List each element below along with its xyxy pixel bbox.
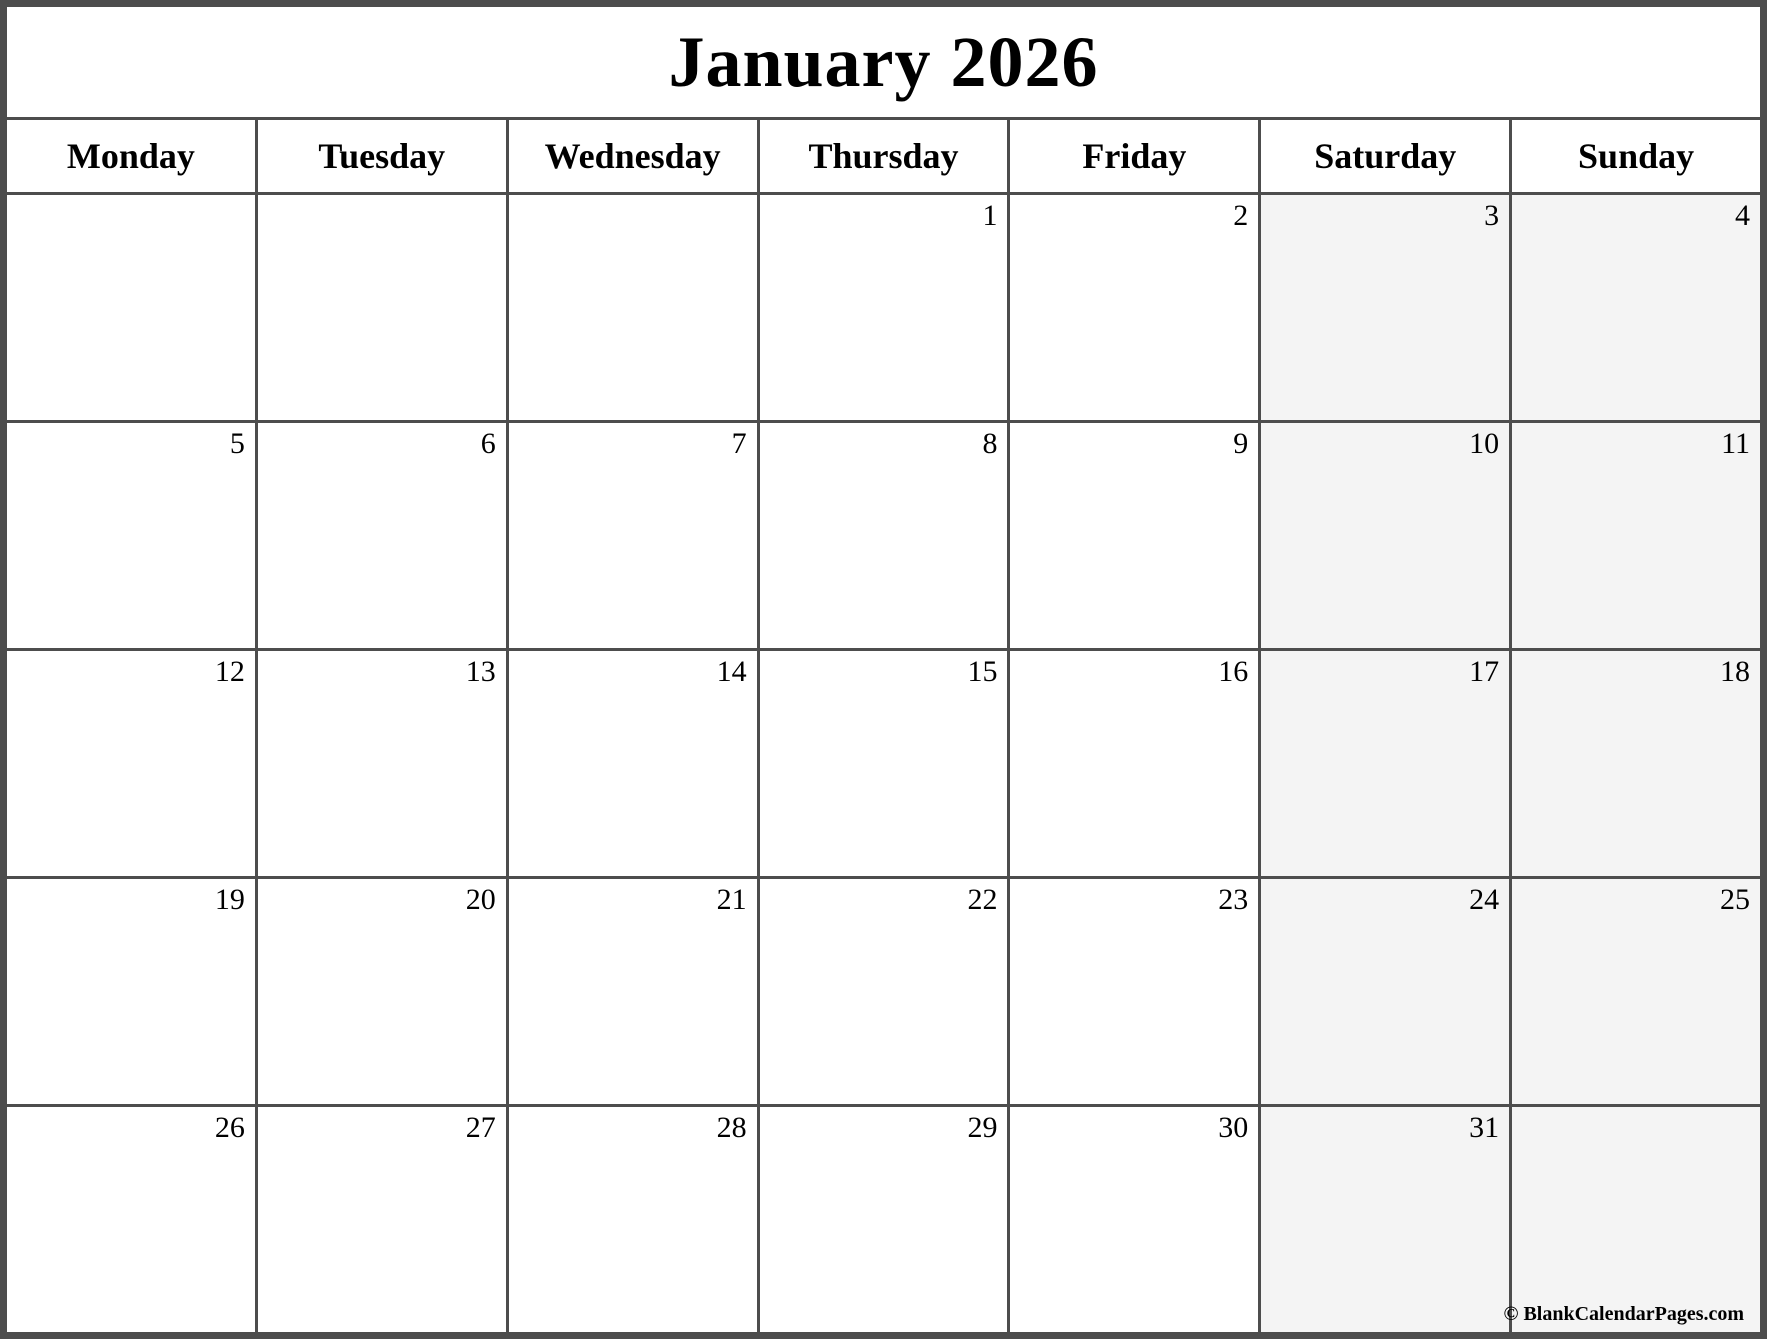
weekday-header-friday: Friday [1010,120,1261,192]
day-number: 26 [214,1111,245,1144]
day-number: 21 [716,883,747,916]
weekday-header-tuesday: Tuesday [258,120,509,192]
day-cell[interactable] [1010,879,1261,1104]
day-cell[interactable] [258,879,509,1104]
day-cell[interactable] [1261,651,1512,876]
day-cell[interactable] [509,1107,760,1332]
day-cell[interactable] [7,423,258,648]
day-cell[interactable] [509,879,760,1104]
day-cell[interactable] [7,879,258,1104]
day-cell[interactable] [760,195,1011,420]
day-cell[interactable] [1512,195,1760,420]
day-cell[interactable] [760,423,1011,648]
weekday-header-thursday: Thursday [760,120,1011,192]
day-number: 27 [465,1111,496,1144]
day-number: 11 [1721,427,1751,460]
day-cell[interactable] [1010,651,1261,876]
day-cell[interactable] [760,651,1011,876]
week-row [7,423,1760,651]
day-number: 10 [1469,427,1500,460]
day-number: 14 [716,655,747,688]
day-number: 23 [1218,883,1249,916]
day-number: 15 [967,655,998,688]
day-cell[interactable] [509,195,760,420]
day-number: 1 [982,199,998,232]
weekday-header-saturday: Saturday [1261,120,1512,192]
day-number: 24 [1469,883,1500,916]
day-cell[interactable] [1503,1107,1760,1332]
day-cell[interactable] [1010,195,1261,420]
day-cell[interactable] [258,651,509,876]
day-number: 18 [1720,655,1751,688]
day-cell[interactable] [1261,423,1512,648]
day-number: 30 [1218,1111,1249,1144]
day-number: 28 [716,1111,747,1144]
day-number: 7 [731,427,747,460]
day-cell[interactable] [7,1107,258,1332]
day-number: 2 [1233,199,1249,232]
day-number: 19 [214,883,245,916]
day-number: 22 [967,883,998,916]
weekday-header-monday: Monday [7,120,258,192]
calendar-grid [7,195,1760,1332]
day-number: 16 [1218,655,1249,688]
day-cell[interactable] [258,195,509,420]
day-cell[interactable] [258,423,509,648]
calendar-title-row [7,7,1760,120]
day-cell[interactable] [760,1107,1011,1332]
day-number: 5 [229,427,245,460]
day-number: 20 [465,883,496,916]
day-number: 8 [982,427,998,460]
day-cell[interactable] [1512,651,1760,876]
weekday-header-row [7,120,1760,195]
day-number: 13 [465,655,496,688]
day-cell[interactable] [258,1107,509,1332]
day-cell[interactable] [7,651,258,876]
day-number: 6 [480,427,496,460]
weekday-header-sunday: Sunday [1578,136,1695,176]
day-number: 4 [1735,199,1751,232]
day-cell[interactable] [1261,1107,1512,1332]
day-number: 3 [1484,199,1500,232]
day-cell[interactable] [509,423,760,648]
day-cell[interactable] [1010,1107,1261,1332]
week-row [7,651,1760,879]
day-cell[interactable] [1261,195,1512,420]
day-cell[interactable] [1512,879,1760,1104]
day-number: 29 [967,1111,998,1144]
week-row [7,879,1760,1107]
week-row [7,195,1760,423]
page-title: January 2026 [668,22,1099,102]
site-credit: © BlankCalendarPages.com [1503,1303,1745,1325]
day-cell[interactable] [509,651,760,876]
day-number: 31 [1469,1111,1500,1144]
day-number: 25 [1720,883,1751,916]
day-cell[interactable] [1010,423,1261,648]
week-row [7,1107,1760,1332]
day-cell[interactable] [760,879,1011,1104]
weekday-header-wednesday: Wednesday [509,120,760,192]
day-cell[interactable] [7,195,258,420]
day-number: 17 [1469,655,1500,688]
day-cell[interactable] [1261,879,1512,1104]
day-number: 9 [1233,427,1249,460]
day-number: 12 [214,655,245,688]
day-cell[interactable] [1512,423,1760,648]
